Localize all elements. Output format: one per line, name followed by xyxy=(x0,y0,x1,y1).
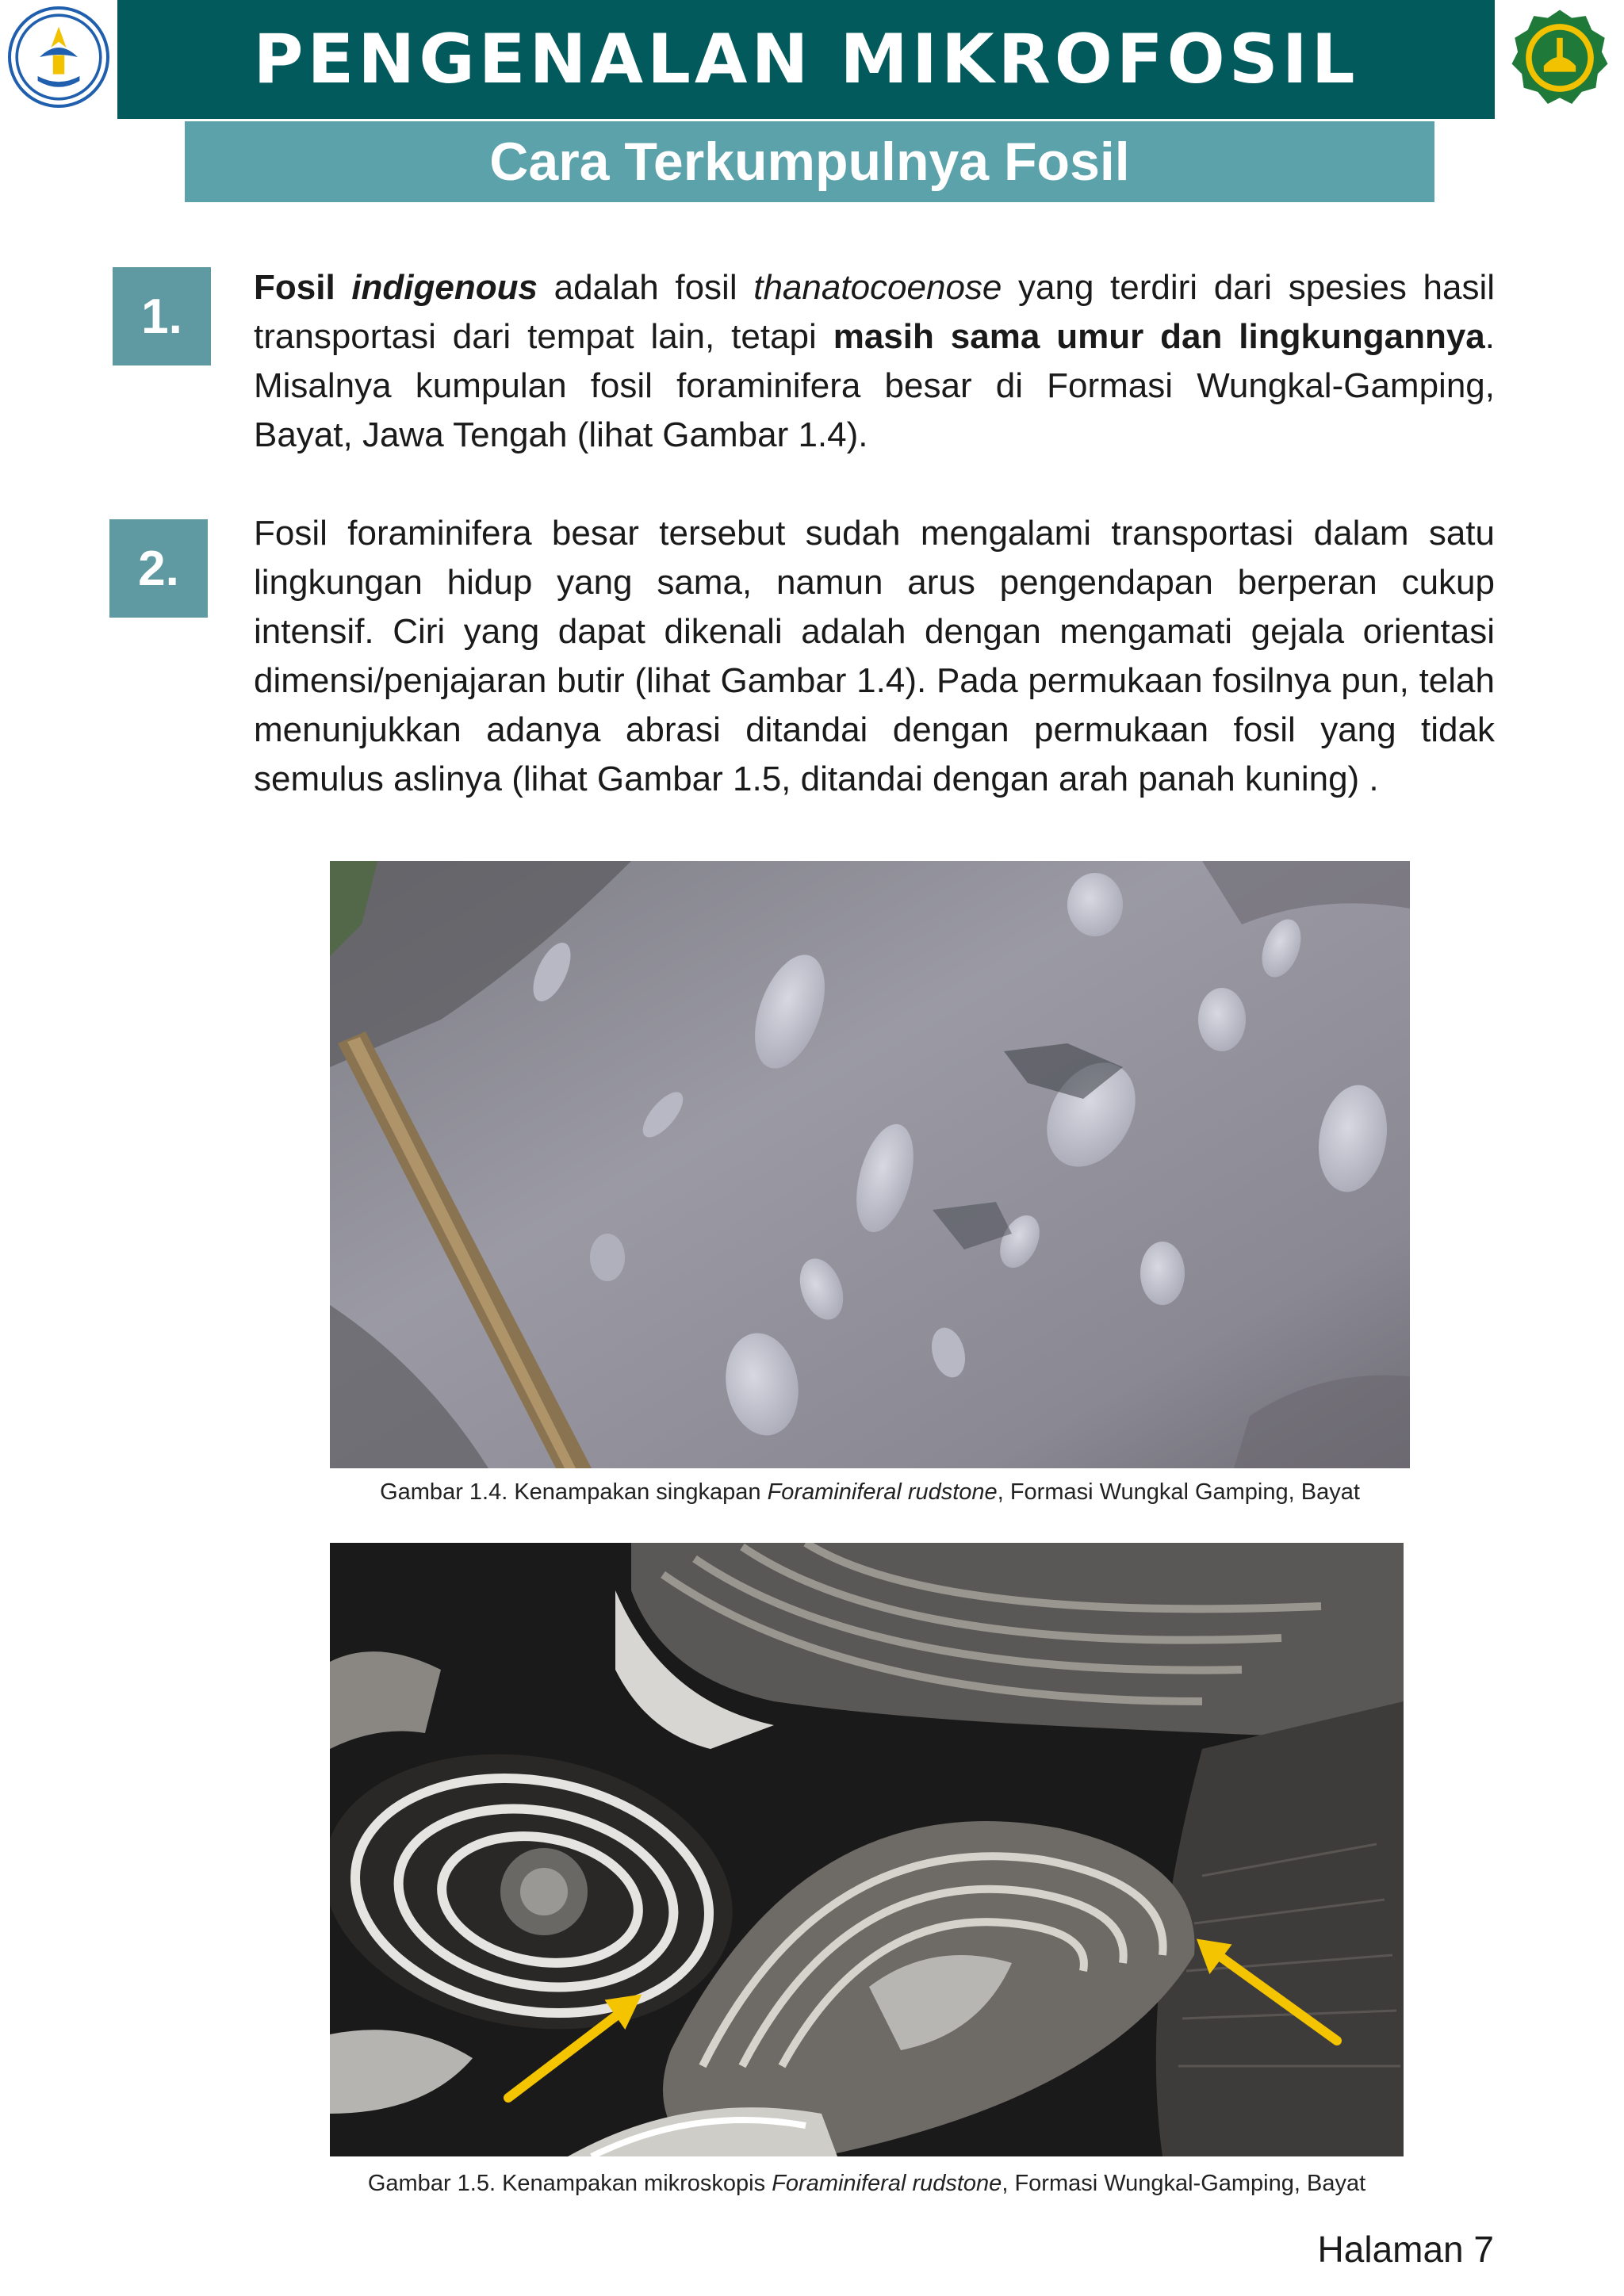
item-number-box: 2. xyxy=(109,519,208,618)
page-number: Halaman 7 xyxy=(1317,2229,1494,2270)
page-title: PENGENALAN MIKROFOSIL xyxy=(253,20,1359,99)
title-bar xyxy=(117,0,1495,119)
microscope-photo xyxy=(330,1543,1404,2156)
item-number-box: 1. xyxy=(113,267,211,365)
subtitle-bar xyxy=(185,121,1434,202)
section-subtitle: Cara Terkumpulnya Fosil xyxy=(489,132,1130,192)
item-paragraph: Fosil foraminifera besar tersebut sudah mengalami transportasi dalam satu lingkungan hidup yang sama, namun arus pengendapan berperan cukup intensif. Ciri yang dapat dikenali adalah dengan mengamati gejala orientasi dimensi/penjajaran butir (lihat Gambar 1.4). Pada permukaan fosilnya pun, telah menunjukkan adanya abrasi ditandai dengan permukaan fosil yang tidak semulus aslinya (lihat Gambar 1.5, ditandai dengan arah panah kuning) . xyxy=(254,514,1495,798)
figure-caption: Gambar 1.4. Kenampakan singkapan Foraminiferal rudstone, Formasi Wungkal Gamping, Bayat xyxy=(380,1479,1360,1505)
university-logo xyxy=(1510,8,1610,108)
ministry-logo xyxy=(8,6,109,108)
item-paragraph: Fosil indigenous adalah fosil thanatocoenose yang terdiri dari spesies hasil transportasi dari tempat lain, tetapi masih sama umur dan lingkungannya. Misalnya kumpulan fosil foraminifera besar di Formasi Wungkal-Gamping, Bayat, Jawa Tengah (lihat Gambar 1.4). xyxy=(254,268,1496,454)
outcrop-photo xyxy=(330,861,1410,1468)
figure-caption: Gambar 1.5. Kenampakan mikroskopis Foraminiferal rudstone, Formasi Wungkal-Gamping, Bayat xyxy=(367,2171,1366,2196)
